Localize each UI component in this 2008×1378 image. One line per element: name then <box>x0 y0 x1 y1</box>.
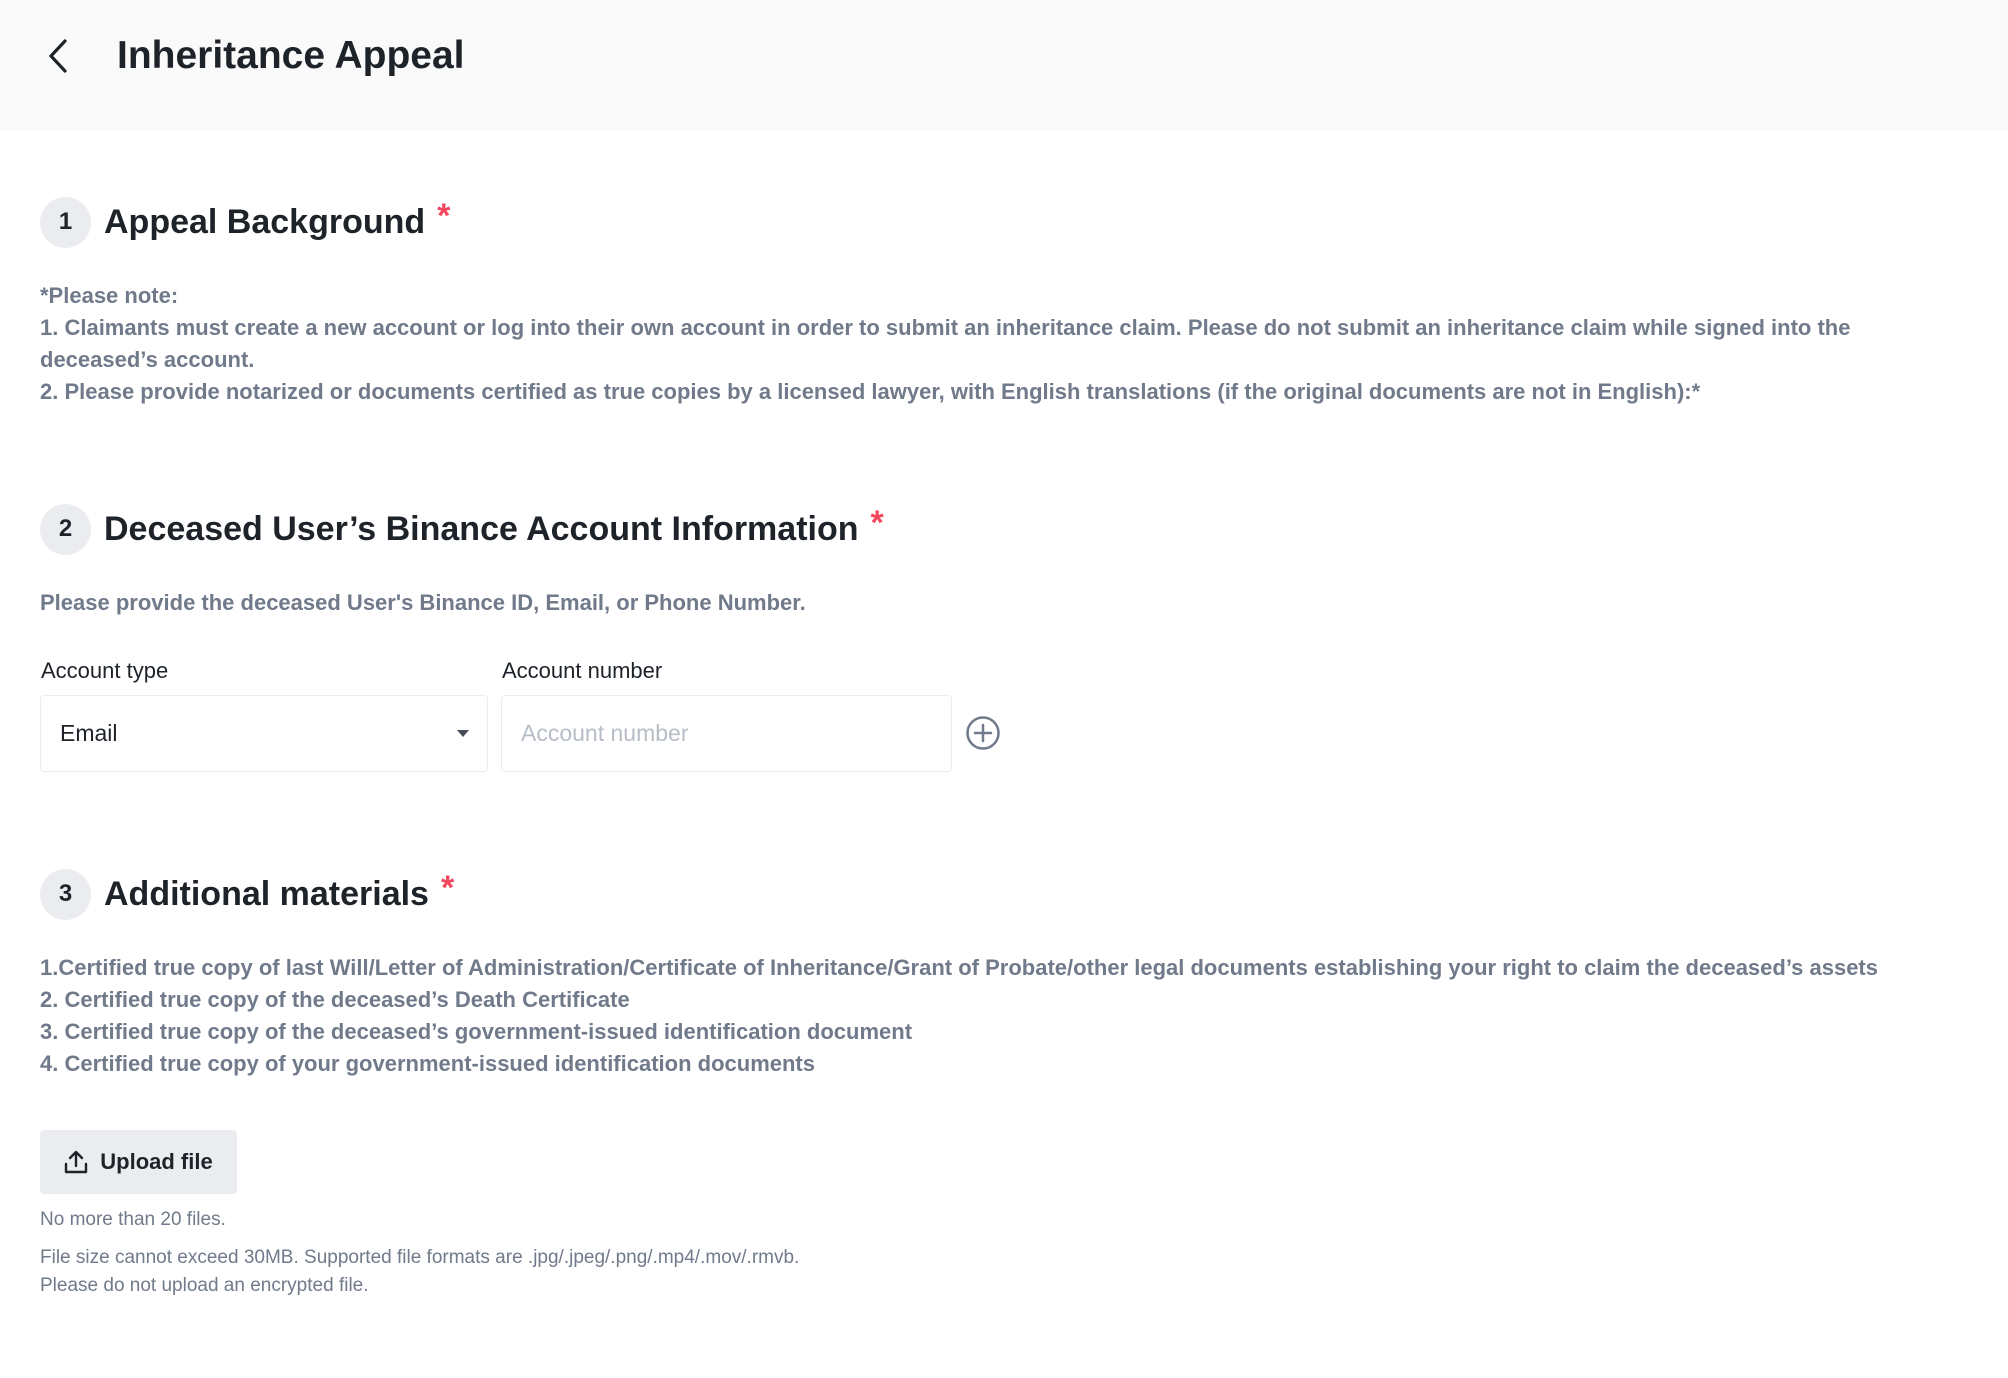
note-line: 1. Claimants must create a new account or log into their own account in order to submit an inheritance claim. Please do not submit an inheritance claim while signed into the deceased’s account. <box>40 315 1851 372</box>
caret-down-icon <box>457 730 469 737</box>
list-item: 2. Certified true copy of the deceased’s Death Certificate <box>40 987 630 1012</box>
required-mark: * <box>440 868 455 907</box>
step-number: 1 <box>40 197 91 248</box>
account-type-select[interactable] <box>40 695 488 772</box>
list-item: 3. Certified true copy of the deceased’s government-issued identification document <box>40 1019 913 1044</box>
note-line: 2. Please provide notarized or documents certified as true copies by a licensed lawyer, with English translations (if the original documents are not in English):* <box>40 379 1701 404</box>
account-type-value: Email <box>60 720 118 746</box>
upload-hint: Please do not upload an encrypted file. <box>40 1275 369 1296</box>
section-account-info <box>40 504 884 554</box>
page-title: Inheritance Appeal <box>117 34 465 77</box>
section-appeal-background <box>40 197 450 247</box>
step-number: 3 <box>40 869 91 920</box>
account-info-description: Please provide the deceased User's Binance ID, Email, or Phone Number. <box>40 590 806 615</box>
chevron-left-icon <box>47 38 69 74</box>
section-title: Additional materials <box>104 874 429 913</box>
account-type-label: Account type <box>41 658 169 683</box>
plus-circle-icon <box>964 714 1002 752</box>
step-number: 2 <box>40 504 91 555</box>
list-item: 1.Certified true copy of last Will/Letter of Administration/Certificate of Inheritance/Grant of Probate/other legal documents establishing your right to claim the deceased’s assets <box>40 955 1878 980</box>
page-header <box>0 0 2008 131</box>
note-line: *Please note: <box>40 283 179 308</box>
back-button[interactable] <box>40 30 76 82</box>
account-number-label: Account number <box>502 658 663 683</box>
materials-list <box>40 952 1970 1080</box>
add-account-button[interactable] <box>964 714 1002 752</box>
upload-file-label: Upload file <box>100 1149 213 1174</box>
upload-icon <box>64 1150 88 1174</box>
required-mark: * <box>437 196 451 235</box>
upload-file-button[interactable] <box>40 1130 237 1194</box>
section-title: Deceased User’s Binance Account Information <box>104 509 859 548</box>
upload-hint: No more than 20 files. <box>40 1209 226 1230</box>
section-title: Appeal Background <box>104 202 426 241</box>
required-mark: * <box>870 503 884 542</box>
appeal-notes <box>40 280 1970 408</box>
list-item: 4. Certified true copy of your government-issued identification documents <box>40 1051 815 1076</box>
section-additional-materials <box>40 869 454 919</box>
account-number-input[interactable] <box>501 695 952 772</box>
upload-hint: File size cannot exceed 30MB. Supported file formats are .jpg/.jpeg/.png/.mp4/.mov/.rmvb. <box>40 1247 800 1268</box>
